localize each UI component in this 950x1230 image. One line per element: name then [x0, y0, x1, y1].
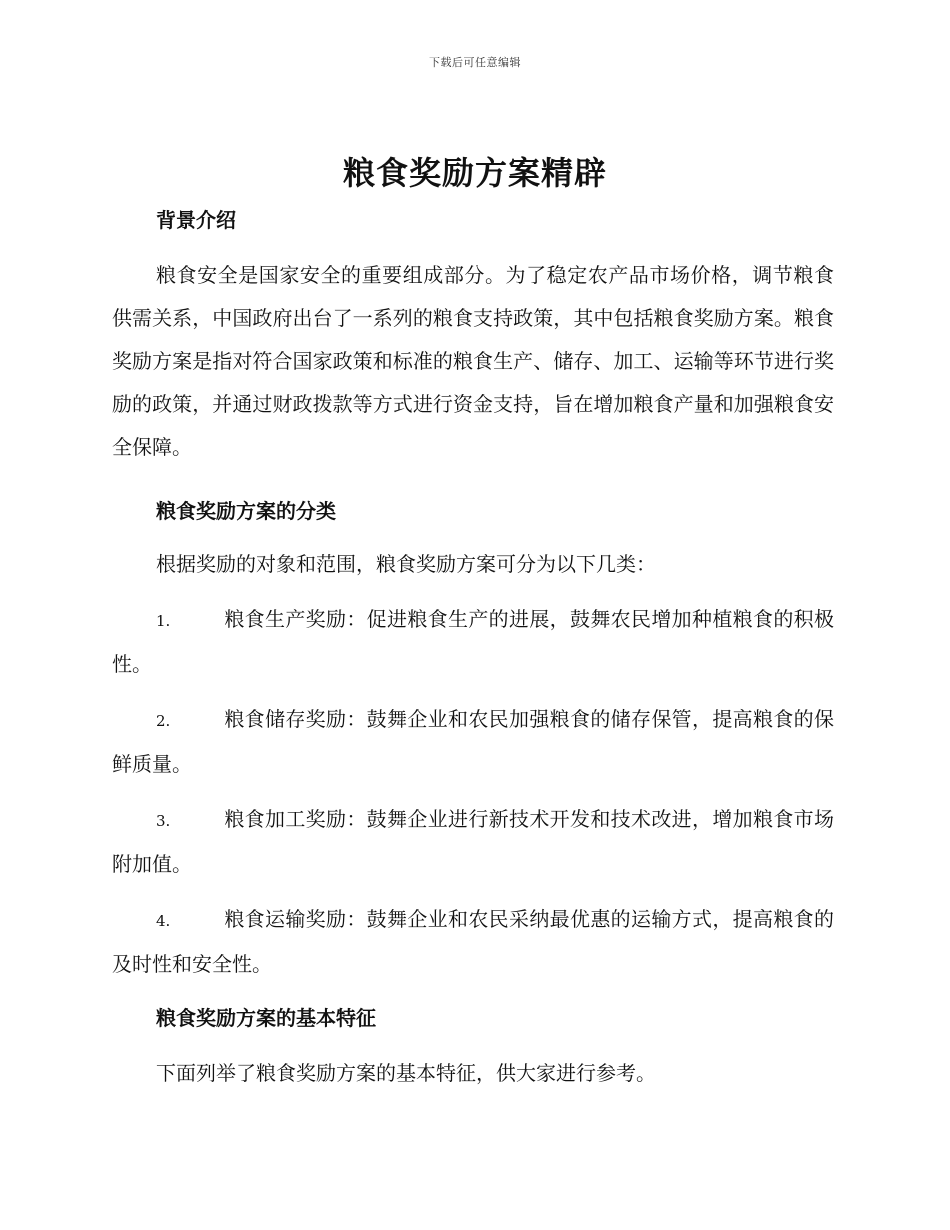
list-item-number: 3. — [156, 812, 171, 830]
list-item-text: 粮食运输奖励：鼓舞企业和农民采纳最优惠的运输方式，提高粮食的及时性和安全性。 — [112, 907, 834, 976]
list-item-number: 4. — [156, 912, 171, 930]
header-note: 下载后可任意编辑 — [429, 56, 521, 69]
section-heading-features: 粮食奖励方案的基本特征 — [156, 1006, 376, 1030]
document-body — [112, 200, 834, 1095]
background-paragraph: 粮食安全是国家安全的重要组成部分。为了稳定农产品市场价格，调节粮食供需关系，中国政府出台了一系列的粮食支持政策，其中包括粮食奖励方案。粮食奖励方案是指对符合国家政策和标准的粮食生产、储存、加工、运输等环节进行奖励的政策，并通过财政拨款等方式进行资金支持，旨在增加粮食产量和加强粮食安全保障。 — [112, 263, 834, 459]
list-item-text: 粮食加工奖励：鼓舞企业进行新技术开发和技术改进，增加粮食市场附加值。 — [112, 807, 834, 876]
section-heading-classification: 粮食奖励方案的分类 — [156, 499, 336, 523]
list-item — [112, 598, 834, 686]
list-item-text: 粮食储存奖励：鼓舞企业和农民加强粮食的储存保管，提高粮食的保鲜质量。 — [112, 707, 834, 776]
list-item — [112, 898, 834, 986]
classification-intro: 根据奖励的对象和范围，粮食奖励方案可分为以下几类： — [156, 552, 656, 576]
list-item-number: 2. — [156, 712, 171, 730]
list-item-text: 粮食生产奖励：促进粮食生产的进展，鼓舞农民增加种植粮食的积极性。 — [112, 607, 834, 676]
list-item — [112, 798, 834, 886]
document-title: 粮食奖励方案精辟 — [342, 154, 607, 192]
list-item-number: 1. — [156, 612, 171, 630]
section-heading-background: 背景介绍 — [156, 208, 236, 232]
features-intro: 下面列举了粮食奖励方案的基本特征，供大家进行参考。 — [156, 1061, 656, 1085]
list-item — [112, 698, 834, 786]
